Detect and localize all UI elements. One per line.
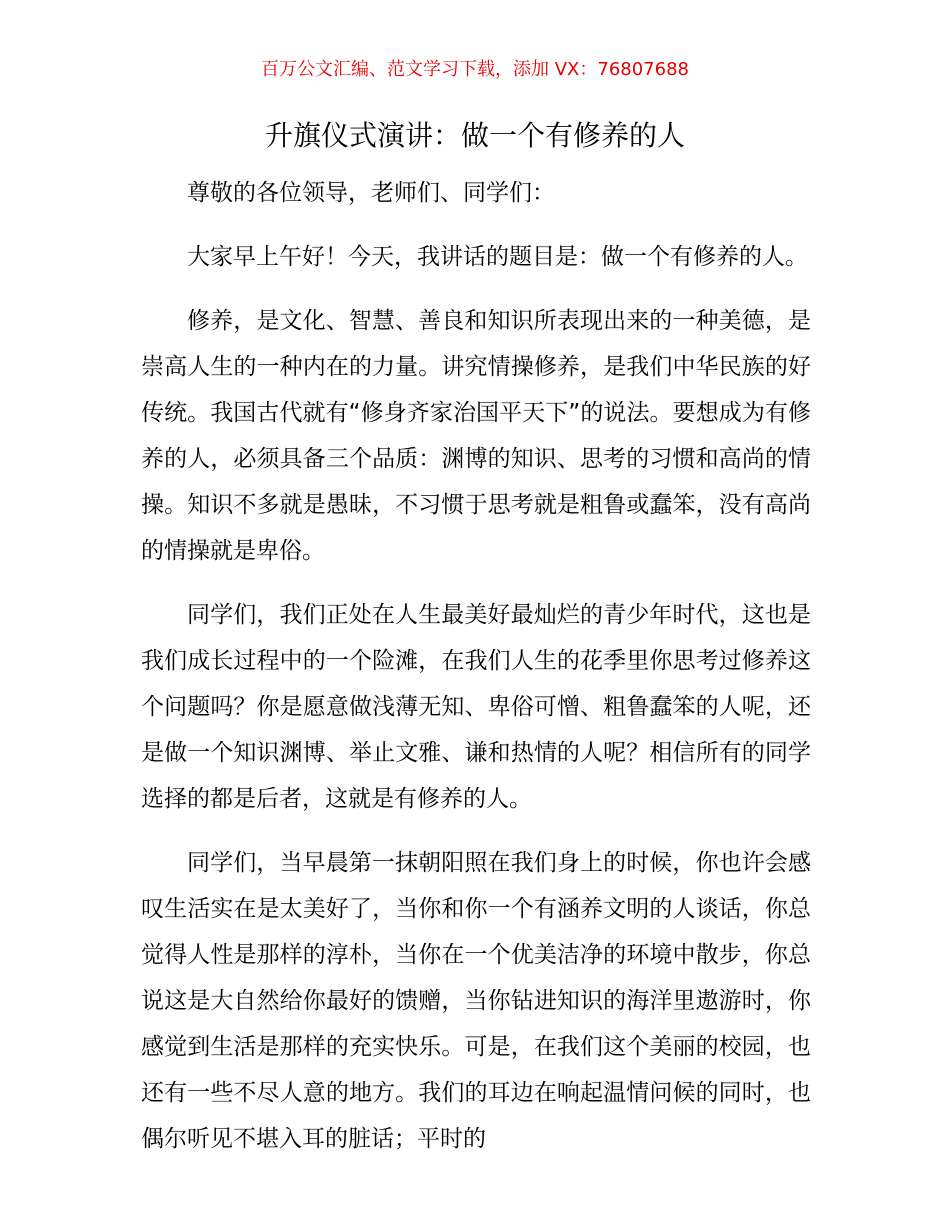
paragraph-youth: 同学们，我们正处在人生最美好最灿烂的青少年时代，这也是我们成长过程中的一个险滩，在我们人生的花季里你思考过修养这个问题吗？你是愿意做浅薄无知、卑俗可憎、粗鲁蠢笨的人呢，还是做一个知识渊博、举止文雅、谦和热情的人呢？相信所有的同学选择的都是后者，这就是有修养的人。 xyxy=(141,602,811,812)
paragraph-greeting: 大家早上午好！今天，我讲话的题目是：做一个有修养的人。 xyxy=(187,244,808,270)
paragraph-definition: 修养，是文化、智慧、善良和知识所表现出来的一种美德，是崇高人生的一种内在的力量。讲究情操修养，是我们中华民族的好传统。我国古代就有“修身齐家治国平天下”的说法。要想成为有修养的人，必须具备三个品质：渊博的知识、思考的习惯和高尚的情操。知识不多就是愚昧，不习惯于思考就是粗鲁或蠢笨，没有高尚的情操就是卑俗。 xyxy=(141,308,811,564)
document-title: 升旗仪式演讲：做一个有修养的人 xyxy=(264,119,685,152)
paragraph-salutation: 尊敬的各位领导，老师们、同学们： xyxy=(187,180,555,206)
header-note: 百万公文汇编、范文学习下载，添加 VX：76807688 xyxy=(261,59,689,80)
paragraph-campus: 同学们，当早晨第一抹朝阳照在我们身上的时候，你也许会感叹生活实在是太美好了，当你和你一个有涵养文明的人谈话，你总觉得人性是那样的淳朴，当你在一个优美洁净的环境中散步，你总说这是大自然给你最好的馈赠，当你钻进知识的海洋里遨游时，你感觉到生活是那样的充实快乐。可是，在我们这个美丽的校园，也还有一些不尽人意的地方。我们的耳边在响起温情问候的同时，也偶尔听见不堪入耳的脏话；平时的 xyxy=(141,850,811,1152)
document-body xyxy=(141,170,811,1180)
